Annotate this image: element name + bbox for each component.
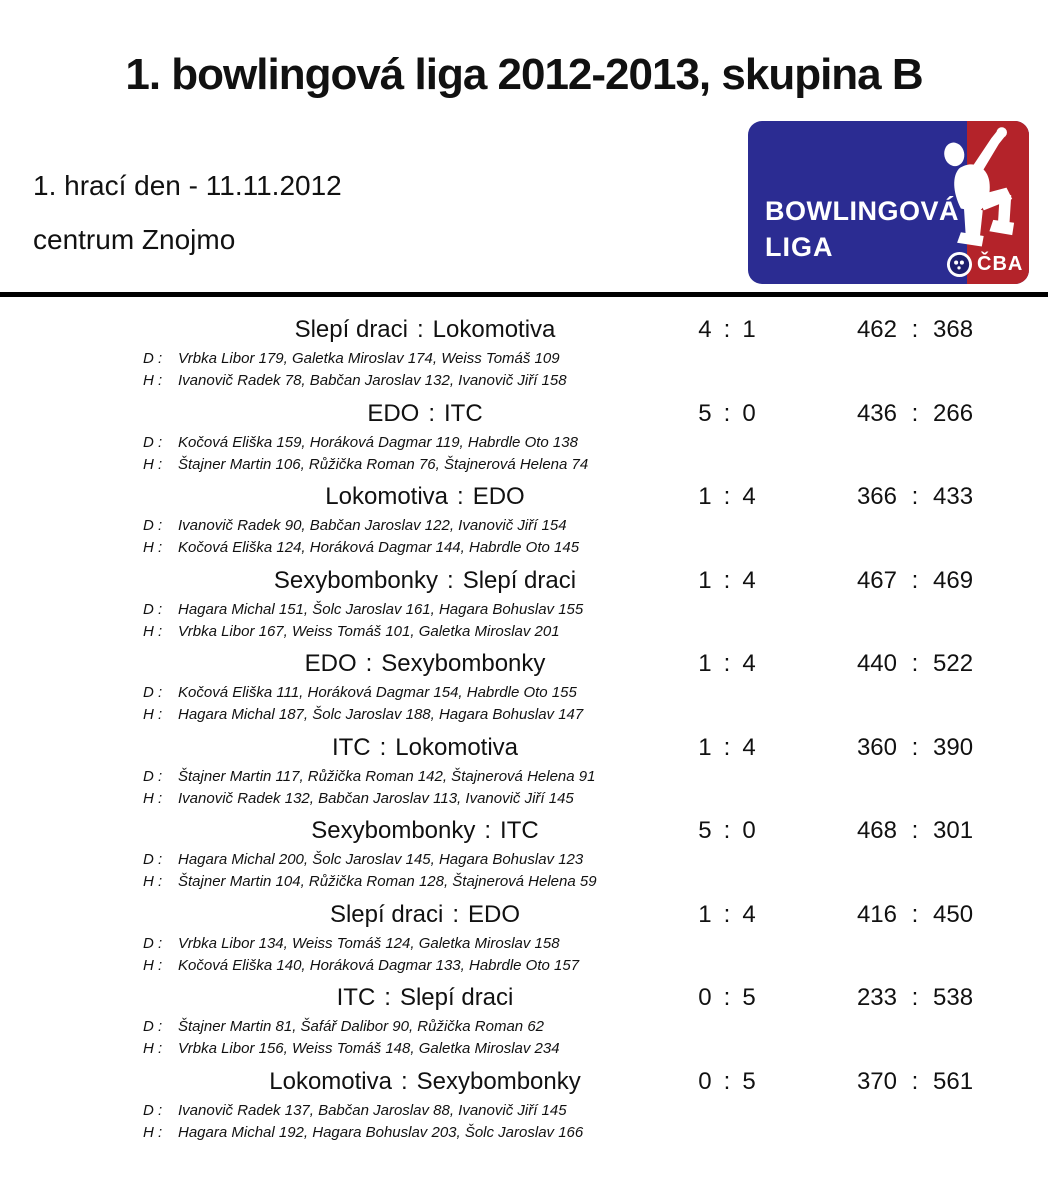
away-players-label: H :: [143, 455, 163, 473]
home-players-label: D :: [143, 600, 163, 618]
pins-away: 433: [933, 483, 974, 510]
home-players-names: Vrbka Libor 179, Galetka Miroslav 174, Weiss Tomáš 109: [178, 350, 560, 367]
match-points: [662, 567, 792, 595]
points-home: 5: [698, 399, 712, 427]
home-players-row: [0, 935, 1048, 957]
pins-colon: :: [911, 566, 919, 594]
home-team-name: EDO: [304, 650, 357, 677]
title-colon: :: [379, 733, 387, 761]
match-title-row: [0, 316, 1048, 350]
away-players-names: Štajner Martin 106, Růžička Roman 76, Štajnerová Helena 74: [178, 455, 589, 473]
pins-colon: :: [911, 984, 919, 1011]
match-pins: [830, 316, 1010, 344]
match-points: [662, 400, 792, 428]
points-colon: :: [723, 900, 731, 928]
home-players-names: Vrbka Libor 134, Weiss Tomáš 124, Galetka Miroslav 158: [178, 934, 560, 952]
pins-home: 416: [856, 900, 897, 928]
away-team-name: Sexybombonky: [416, 1067, 581, 1095]
away-players-names: Ivanovič Radek 132, Babčan Jaroslav 113, Ivanovič Jiří 145: [178, 789, 574, 807]
points-away: 5: [742, 1067, 756, 1095]
title-colon: :: [400, 1067, 408, 1095]
match-title-row: [0, 901, 1048, 935]
match-day-line: 1. hrací den - 11.11.2012: [33, 170, 342, 201]
home-team-name: Slepí draci: [329, 900, 444, 928]
points-home: 1: [698, 733, 712, 761]
away-players-label: H :: [143, 1123, 163, 1141]
title-colon: :: [428, 399, 435, 427]
home-players-label: D :: [143, 350, 163, 367]
match-title-row: [0, 984, 1048, 1018]
home-players-row: [0, 768, 1048, 790]
pins-home: 370: [856, 1067, 897, 1095]
home-team-name: Slepí draci: [294, 316, 408, 343]
pins-home: 462: [856, 316, 897, 343]
match-title: [140, 316, 710, 344]
pins-away: 538: [933, 984, 974, 1011]
pins-away: 469: [933, 566, 974, 594]
away-players-row: [0, 372, 1048, 394]
points-away: 0: [742, 399, 756, 427]
home-players-row: [0, 350, 1048, 372]
away-team-name: Sexybombonky: [381, 650, 546, 677]
home-players-row: [0, 517, 1048, 539]
home-players-row: [0, 684, 1048, 706]
match-pins: [830, 984, 1010, 1012]
home-players-names: Ivanovič Radek 90, Babčan Jaroslav 122, Ivanovič Jiří 154: [178, 517, 567, 534]
match-title-row: [0, 734, 1048, 768]
match-pins: [830, 901, 1010, 929]
away-players-names: Vrbka Libor 167, Weiss Tomáš 101, Galetka Miroslav 201: [178, 622, 560, 640]
home-players-names: Kočová Eliška 159, Horáková Dagmar 119, Habrdle Oto 138: [178, 433, 578, 451]
match-row: [0, 567, 1048, 651]
away-players-names: Kočová Eliška 124, Horáková Dagmar 144, Habrdle Oto 145: [178, 539, 580, 556]
logo-wordmark-line1: BOWLINGOVÁ: [765, 196, 959, 226]
title-colon: :: [365, 650, 373, 677]
points-away: 1: [742, 316, 756, 343]
pins-away: 368: [933, 316, 974, 343]
home-team-name: ITC: [331, 733, 371, 761]
home-players-names: Hagara Michal 200, Šolc Jaroslav 145, Hagara Bohuslav 123: [178, 851, 584, 868]
match-row: [0, 650, 1048, 734]
match-pins: [830, 567, 1010, 595]
pins-home: 468: [856, 817, 897, 844]
match-row: [0, 400, 1048, 484]
pins-colon: :: [911, 316, 919, 343]
logo-wordmark-line2: LIGA: [765, 232, 834, 262]
pins-colon: :: [911, 817, 919, 844]
away-players-row: [0, 623, 1048, 645]
match-points: [662, 984, 792, 1012]
pins-colon: :: [911, 650, 919, 677]
home-players-row: [0, 434, 1048, 456]
home-players-names: Štajner Martin 81, Šafář Dalibor 90, Růžička Roman 62: [178, 1018, 545, 1035]
match-list: [0, 316, 1048, 1151]
home-players-names: Štajner Martin 117, Růžička Roman 142, Štajnerová Helena 91: [178, 767, 596, 785]
away-players-names: Štajner Martin 104, Růžička Roman 128, Štajnerová Helena 59: [178, 873, 597, 890]
match-pins: [830, 650, 1010, 678]
away-team-name: ITC: [500, 817, 539, 844]
home-players-label: D :: [143, 433, 163, 451]
points-home: 1: [698, 566, 712, 594]
points-colon: :: [723, 733, 731, 761]
home-team-name: Sexybombonky: [273, 566, 439, 594]
match-title-row: [0, 400, 1048, 434]
match-points: [662, 316, 792, 344]
home-players-label: D :: [143, 767, 163, 785]
pins-colon: :: [911, 1067, 919, 1095]
bowling-ball-icon: [946, 251, 973, 278]
league-logo: [748, 121, 1029, 284]
pins-away: 266: [933, 399, 974, 427]
away-players-label: H :: [143, 956, 163, 974]
away-players-label: H :: [143, 622, 163, 640]
home-team-name: Sexybombonky: [311, 817, 476, 844]
match-title: [140, 1068, 710, 1096]
match-title-row: [0, 483, 1048, 517]
points-colon: :: [723, 316, 731, 343]
points-colon: :: [723, 650, 731, 677]
pins-home: 436: [856, 399, 897, 427]
points-colon: :: [723, 566, 731, 594]
points-home: 0: [698, 1067, 712, 1095]
pins-away: 561: [933, 1067, 974, 1095]
away-players-label: H :: [143, 706, 163, 723]
match-points: [662, 483, 792, 511]
away-players-names: Hagara Michal 192, Hagara Bohuslav 203, Šolc Jaroslav 166: [178, 1123, 584, 1141]
away-team-name: Lokomotiva: [395, 733, 519, 761]
home-team-name: Lokomotiva: [269, 1067, 392, 1095]
cba-label: ČBA: [977, 253, 1024, 275]
away-players-names: Vrbka Libor 156, Weiss Tomáš 148, Galetka Miroslav 234: [178, 1040, 560, 1057]
home-players-names: Ivanovič Radek 137, Babčan Jaroslav 88, Ivanovič Jiří 145: [178, 1101, 567, 1119]
away-players-label: H :: [143, 539, 163, 556]
away-players-row: [0, 456, 1048, 478]
points-colon: :: [723, 483, 731, 510]
points-away: 4: [742, 733, 756, 761]
home-team-name: EDO: [367, 399, 420, 427]
home-players-row: [0, 851, 1048, 873]
pins-away: 390: [933, 733, 974, 761]
home-players-label: D :: [143, 517, 163, 534]
cba-badge: [946, 251, 1023, 278]
match-row: [0, 483, 1048, 567]
away-players-row: [0, 1040, 1048, 1062]
away-team-name: EDO: [468, 900, 521, 928]
pins-home: 233: [856, 984, 897, 1011]
pins-away: 450: [933, 900, 974, 928]
points-away: 0: [742, 817, 756, 844]
home-players-names: Kočová Eliška 111, Horáková Dagmar 154, Habrdle Oto 155: [178, 684, 577, 701]
away-players-row: [0, 790, 1048, 812]
pins-colon: :: [911, 483, 919, 510]
points-away: 4: [742, 483, 756, 510]
home-players-label: D :: [143, 684, 163, 701]
home-players-label: D :: [143, 851, 163, 868]
match-title: [140, 483, 710, 511]
match-points: [662, 817, 792, 845]
pins-colon: :: [911, 733, 919, 761]
match-row: [0, 316, 1048, 400]
match-title: [140, 650, 710, 678]
match-pins: [830, 734, 1010, 762]
away-players-label: H :: [143, 372, 163, 389]
away-players-label: H :: [143, 789, 163, 807]
pins-colon: :: [911, 900, 919, 928]
points-home: 1: [698, 650, 712, 677]
page-title: 1. bowlingová liga 2012-2013, skupina B: [125, 50, 923, 99]
pins-away: 301: [933, 817, 974, 844]
header-divider: [0, 292, 1048, 297]
title-colon: :: [447, 566, 454, 594]
home-team-name: Lokomotiva: [325, 483, 449, 510]
points-home: 4: [698, 316, 712, 343]
points-away: 4: [742, 566, 756, 594]
points-colon: :: [723, 817, 731, 844]
match-pins: [830, 1068, 1010, 1096]
points-home: 1: [698, 483, 712, 510]
points-away: 4: [742, 900, 756, 928]
match-title: [140, 567, 710, 595]
match-points: [662, 901, 792, 929]
title-colon: :: [384, 984, 391, 1011]
home-players-row: [0, 1018, 1048, 1040]
pins-colon: :: [911, 399, 919, 427]
away-players-row: [0, 1124, 1048, 1146]
match-title-row: [0, 650, 1048, 684]
pins-home: 440: [856, 650, 897, 677]
match-pins: [830, 400, 1010, 428]
away-team-name: EDO: [472, 483, 525, 510]
title-colon: :: [484, 817, 492, 844]
points-home: 1: [698, 900, 712, 928]
points-home: 5: [698, 817, 712, 844]
away-players-label: H :: [143, 1040, 163, 1057]
home-players-names: Hagara Michal 151, Šolc Jaroslav 161, Hagara Bohuslav 155: [178, 600, 584, 618]
home-players-label: D :: [143, 934, 163, 952]
match-title: [140, 984, 710, 1012]
away-players-row: [0, 539, 1048, 561]
home-players-label: D :: [143, 1101, 163, 1119]
title-colon: :: [457, 483, 464, 510]
home-players-label: D :: [143, 1018, 163, 1035]
pins-home: 360: [856, 733, 897, 761]
match-title: [140, 400, 710, 428]
points-colon: :: [723, 1067, 731, 1095]
pins-home: 467: [856, 566, 897, 594]
venue-line: centrum Znojmo: [33, 224, 236, 255]
match-points: [662, 650, 792, 678]
match-pins: [830, 817, 1010, 845]
points-colon: :: [723, 984, 731, 1011]
match-pins: [830, 483, 1010, 511]
away-team-name: Slepí draci: [462, 566, 577, 594]
away-players-names: Ivanovič Radek 78, Babčan Jaroslav 132, Ivanovič Jiří 158: [178, 372, 567, 389]
match-row: [0, 734, 1048, 818]
match-points: [662, 734, 792, 762]
pins-away: 522: [933, 650, 974, 677]
match-row: [0, 984, 1048, 1068]
away-players-row: [0, 706, 1048, 728]
match-row: [0, 901, 1048, 985]
home-players-row: [0, 1102, 1048, 1124]
home-team-name: ITC: [336, 984, 376, 1011]
match-title: [140, 901, 710, 929]
match-title: [140, 817, 710, 845]
pins-home: 366: [856, 483, 897, 510]
away-team-name: Slepí draci: [399, 984, 514, 1011]
match-row: [0, 1068, 1048, 1152]
match-title-row: [0, 817, 1048, 851]
title-colon: :: [416, 316, 424, 343]
away-players-label: H :: [143, 873, 163, 890]
points-away: 5: [742, 984, 756, 1011]
away-players-names: Kočová Eliška 140, Horáková Dagmar 133, Habrdle Oto 157: [178, 956, 580, 974]
home-players-row: [0, 601, 1048, 623]
match-points: [662, 1068, 792, 1096]
points-home: 0: [698, 984, 712, 1011]
match-title-row: [0, 567, 1048, 601]
away-players-row: [0, 957, 1048, 979]
logo-wordmark: [765, 193, 959, 265]
away-team-name: Lokomotiva: [432, 316, 556, 343]
match-row: [0, 817, 1048, 901]
away-players-names: Hagara Michal 187, Šolc Jaroslav 188, Hagara Bohuslav 147: [178, 706, 584, 723]
points-colon: :: [723, 399, 731, 427]
match-title: [140, 734, 710, 762]
title-colon: :: [452, 900, 460, 928]
away-players-row: [0, 873, 1048, 895]
points-away: 4: [742, 650, 756, 677]
away-team-name: ITC: [444, 399, 483, 427]
match-title-row: [0, 1068, 1048, 1102]
